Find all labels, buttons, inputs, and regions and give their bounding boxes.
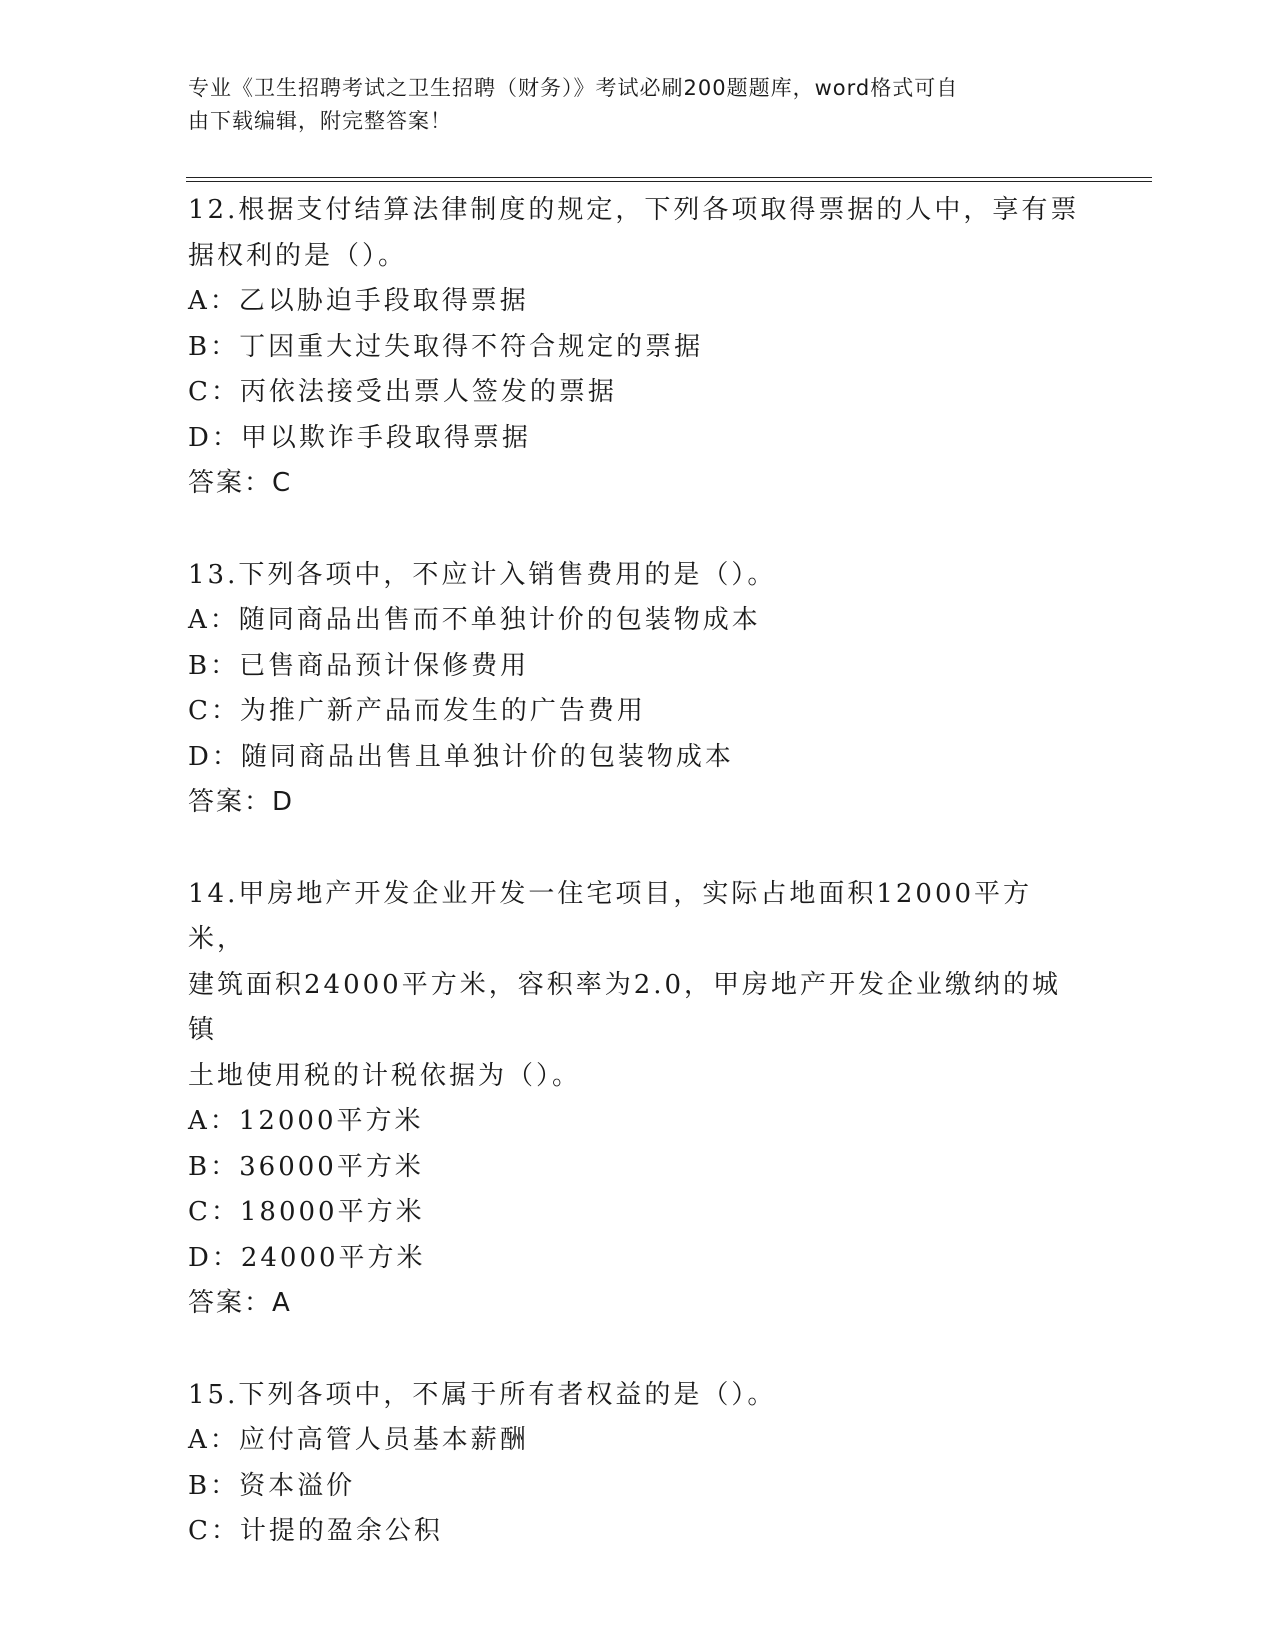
header-line-1: 专业《卫生招聘考试之卫生招聘（财务）》考试必刷200题题库，word格式可自: [188, 76, 959, 100]
option-a: A：12000平方米: [188, 1106, 424, 1136]
question-stem-line: 据权利的是（）。: [188, 240, 408, 271]
question-12: [188, 188, 1088, 507]
question-stem-line: 12.根据支付结算法律制度的规定，下列各项取得票据的人中，享有票: [188, 195, 1080, 225]
question-14: [188, 872, 1088, 1327]
option-d: D：甲以欺诈手段取得票据: [188, 422, 531, 453]
question-stem-line: 14.甲房地产开发企业开发一住宅项目，实际占地面积12000平方米，: [188, 878, 1033, 954]
header-divider: [186, 177, 1152, 178]
question-stem-line: 建筑面积24000平方米，容积率为2.0，甲房地产开发企业缴纳的城镇: [188, 969, 1062, 1045]
question-stem-line: 15.下列各项中，不属于所有者权益的是（）。: [188, 1379, 777, 1410]
question-list: [188, 188, 1088, 1601]
answer-label: 答案：C: [188, 468, 293, 498]
question-stem-line: 13.下列各项中，不应计入销售费用的是（）。: [188, 559, 777, 590]
option-b: B：资本溢价: [188, 1470, 356, 1501]
option-c: C：18000平方米: [188, 1197, 425, 1227]
option-c: C：丙依法接受出票人签发的票据: [188, 377, 617, 407]
option-c: C：为推广新产品而发生的广告费用: [188, 696, 646, 726]
question-stem-line: 土地使用税的计税依据为（）。: [188, 1060, 582, 1091]
question-13: [188, 553, 1088, 826]
option-d: D：24000平方米: [188, 1242, 426, 1273]
option-d: D：随同商品出售且单独计价的包装物成本: [188, 741, 734, 772]
header-line-2: 由下载编辑，附完整答案！: [188, 109, 452, 133]
answer-label: 答案：A: [188, 1288, 292, 1318]
option-c: C：计提的盈余公积: [188, 1516, 443, 1546]
option-b: B：已售商品预计保修费用: [188, 650, 530, 681]
option-a: A：应付高管人员基本薪酬: [188, 1425, 529, 1455]
option-a: A：乙以胁迫手段取得票据: [188, 286, 529, 316]
question-15: [188, 1373, 1088, 1555]
option-a: A：随同商品出售而不单独计价的包装物成本: [188, 605, 761, 635]
option-b: B：丁因重大过失取得不符合规定的票据: [188, 331, 704, 362]
answer-label: 答案：D: [188, 787, 295, 817]
option-b: B：36000平方米: [188, 1151, 424, 1182]
document-header: [188, 72, 1068, 138]
